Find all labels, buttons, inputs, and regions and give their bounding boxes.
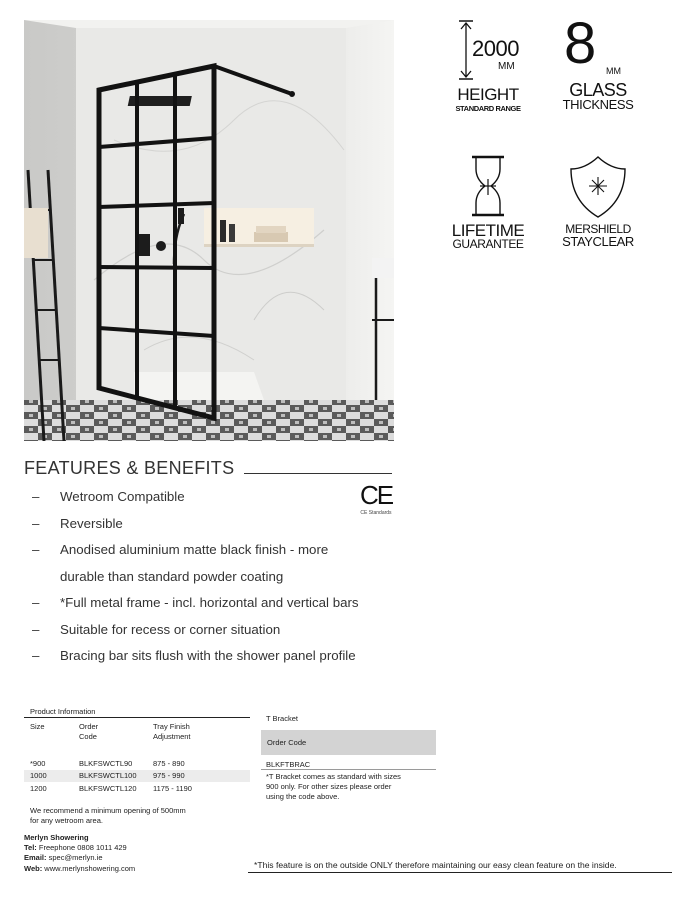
note-line: We recommend a minimum opening of 500mm — [30, 806, 186, 815]
footnote-divider — [248, 872, 672, 873]
glass-sublabel: THICKNESS — [562, 97, 634, 112]
height-label: HEIGHT — [457, 85, 519, 104]
bullet-dash: – — [32, 648, 40, 663]
t-bracket-header — [261, 730, 436, 755]
note-line: using the code above. — [266, 792, 340, 801]
glass-thickness-feature — [556, 11, 640, 112]
glass-unit: MM — [606, 66, 621, 76]
email-label: Email: — [24, 853, 47, 863]
bullet-dash: – — [32, 542, 40, 557]
header-order-code — [79, 722, 98, 742]
bullet-dash: – — [32, 595, 40, 610]
note-line: for any wetroom area. — [30, 816, 103, 825]
height-value: 2000 — [472, 36, 519, 61]
order-code-label: Order Code — [267, 738, 307, 747]
feature-item — [32, 511, 359, 538]
table-row — [24, 770, 250, 782]
header-size: Size — [30, 722, 45, 731]
shower-screen-illustration — [24, 20, 394, 441]
feature-text: Suitable for recess or corner situation — [60, 621, 281, 637]
t-bracket-title: T Bracket — [266, 714, 298, 723]
glass-thickness-icon — [556, 11, 640, 82]
feature-item — [32, 537, 359, 564]
contact-block — [24, 833, 135, 874]
feature-item-continued — [32, 564, 359, 591]
shield-icon — [567, 155, 629, 219]
mershield-feature — [558, 155, 638, 249]
cell-size: *900 — [30, 759, 46, 768]
bullet-dash: – — [32, 621, 40, 637]
email-address[interactable]: spec@merlyn.ie — [48, 853, 103, 863]
feature-item — [32, 643, 359, 670]
feature-text: Anodised aluminium matte black finish - more — [60, 542, 329, 557]
cell-adjustment: 875 - 890 — [153, 759, 185, 768]
feature-item — [32, 617, 359, 644]
t-bracket-divider — [261, 769, 436, 770]
cell-size: 1200 — [30, 784, 47, 793]
mershield-sublabel: STAYCLEAR — [562, 234, 634, 249]
feature-text: Bracing bar sits flush with the shower panel profile — [60, 648, 356, 663]
header-tray-adjustment — [153, 722, 191, 742]
bullet-dash: – — [32, 489, 40, 504]
feature-item — [32, 590, 359, 617]
cell-code: BLKFSWCTL120 — [79, 784, 137, 793]
footnote: *This feature is on the outside ONLY therefore maintaining our easy clean feature on the inside. — [254, 860, 617, 870]
header-order-line1: Order — [79, 722, 99, 731]
header-tray-line2: Adjustment — [153, 732, 191, 741]
company-name: Merlyn Showering — [24, 833, 89, 842]
cell-adjustment: 1175 - 1190 — [153, 784, 192, 793]
lifetime-guarantee-feature — [450, 155, 526, 250]
glass-value: 8 — [564, 11, 597, 76]
feature-text: *Full metal frame - incl. horizontal and vertical bars — [60, 595, 359, 610]
product-info-title: Product Information — [30, 707, 96, 716]
product-info-divider — [24, 717, 250, 718]
note-line: *T Bracket comes as standard with sizes — [266, 772, 401, 781]
cell-code: BLKFSWCTL90 — [79, 759, 133, 768]
height-unit: MM — [498, 61, 515, 72]
glass-label: GLASS — [569, 80, 627, 100]
bullet-dash: – — [32, 515, 40, 531]
cell-adjustment: 975 - 990 — [153, 771, 185, 780]
features-divider — [244, 473, 392, 474]
mershield-label: MERSHIELD — [565, 222, 631, 236]
product-photo — [24, 20, 394, 441]
lifetime-sublabel: GUARANTEE — [452, 237, 524, 251]
lifetime-label: LIFETIME — [451, 221, 525, 240]
hourglass-icon — [468, 155, 508, 217]
website-link[interactable]: www.merlynshowering.com — [44, 863, 136, 873]
features-title: FEATURES & BENEFITS — [24, 458, 235, 478]
height-sublabel: STANDARD RANGE — [455, 104, 521, 113]
t-bracket-note — [266, 772, 431, 802]
ce-badge — [358, 481, 394, 516]
t-bracket-code: BLKFTBRAC — [266, 760, 311, 769]
tel-label: Tel: — [24, 843, 37, 853]
height-feature — [452, 20, 524, 114]
ce-caption: CE Standards — [360, 510, 392, 516]
cell-code: BLKFSWCTL100 — [79, 771, 137, 780]
table-row — [24, 758, 250, 770]
feature-text: durable than standard powder coating — [60, 568, 284, 584]
note-line: 900 only. For other sizes please order — [266, 782, 392, 791]
feature-text: Reversible — [60, 515, 123, 531]
table-row — [24, 783, 250, 795]
header-order-line2: Code — [79, 732, 97, 741]
ce-mark-icon: CE — [359, 480, 393, 510]
cell-size: 1000 — [30, 771, 47, 780]
features-list — [32, 484, 359, 670]
feature-text: Wetroom Compatible — [60, 489, 185, 504]
phone-number[interactable]: Freephone 0808 1011 429 — [38, 843, 127, 853]
minimum-opening-note — [30, 806, 230, 826]
web-label: Web: — [24, 863, 43, 873]
feature-item — [32, 484, 359, 511]
header-tray-line1: Tray Finish — [153, 722, 190, 731]
